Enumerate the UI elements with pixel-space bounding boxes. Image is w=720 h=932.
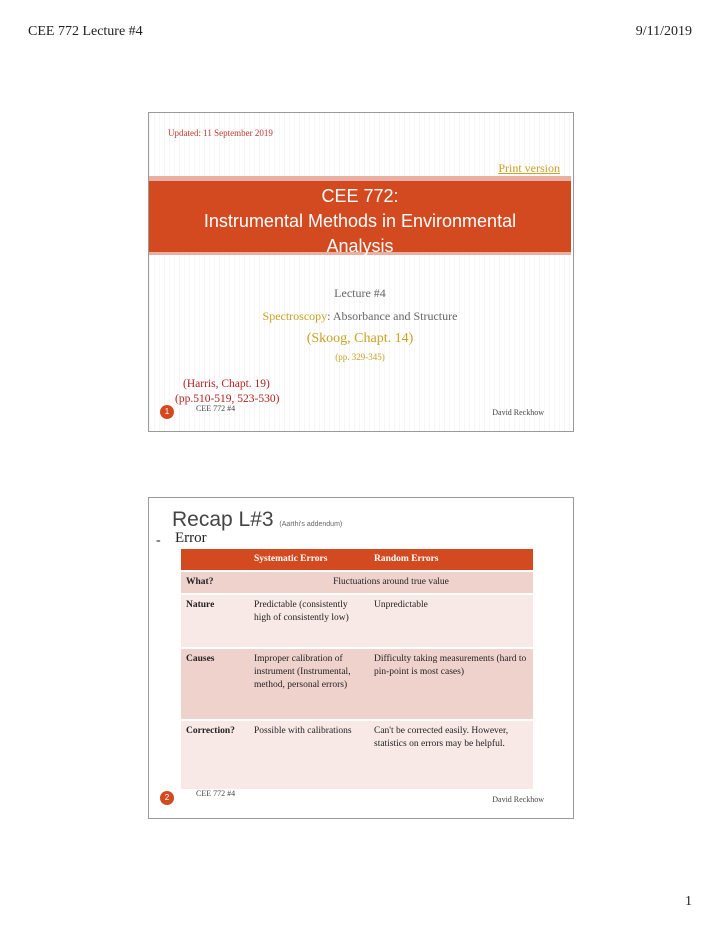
title-line-1: CEE 772: (321, 186, 399, 206)
row-what-merged: Fluctuations around true value (249, 571, 533, 594)
row-label-nature: Nature (181, 594, 249, 648)
ref-skoog-pages: (pp. 329-345) (335, 352, 385, 362)
row-causes-systematic: Improper calibration of instrument (Instrumental, method, personal errors) (249, 648, 369, 720)
ref-skoog: (Skoog, Chapt. 14) (306, 331, 414, 346)
updated-date: Updated: 11 September 2019 (168, 128, 273, 138)
topic-rest: : Absorbance and Structure (327, 309, 458, 323)
lecture-topic (149, 309, 571, 324)
title-line-3: Analysis (326, 236, 394, 256)
slide-1-footer-left: CEE 772 #4 (196, 404, 236, 413)
row-causes-random: Difficulty taking measurements (hard to pin-point is most cases) (369, 648, 533, 720)
error-comparison-table (181, 549, 533, 789)
row-nature-systematic: Predictable (consistently high of consistently low) (249, 594, 369, 648)
table-row (181, 648, 533, 720)
slide-2-footer-left: CEE 772 #4 (196, 789, 236, 798)
topic-highlight: Spectroscopy (262, 309, 328, 323)
row-correction-systematic: Possible with calibrations (249, 720, 369, 789)
recap-title: Recap L#3 (172, 508, 274, 531)
table-row (181, 720, 533, 789)
slide-2-footer-right: David Reckhow (492, 795, 544, 804)
table-row (181, 571, 533, 594)
slide-1-number-badge: 1 (160, 405, 174, 419)
title-line-2: Instrumental Methods in Environmental (203, 211, 517, 231)
ref-harris: (Harris, Chapt. 19) (183, 378, 270, 390)
row-label-correction: Correction? (181, 720, 249, 789)
table-header-row (181, 549, 533, 571)
recap-note: (Aarthi's addendum) (279, 521, 343, 528)
slide-1-footer-right: David Reckhow (492, 408, 544, 417)
table-header-random: Random Errors (369, 549, 533, 571)
table-row (181, 594, 533, 648)
page-header-left: CEE 772 Lecture #4 (28, 24, 143, 39)
slide-2-number-badge: 2 (160, 791, 174, 805)
page-header-right: 9/11/2019 (635, 24, 692, 39)
slide-title (149, 184, 571, 259)
row-correction-random: Can't be corrected easily. However, statistics on errors may be helpful. (369, 720, 533, 789)
bullet-error: Error (175, 530, 207, 546)
bullet-dash: - (156, 533, 161, 548)
ref-harris-pages: (pp.510-519, 523-530) (175, 393, 280, 405)
row-label-causes: Causes (181, 648, 249, 720)
page-number: 1 (685, 894, 692, 909)
row-nature-random: Unpredictable (369, 594, 533, 648)
table-header-systematic: Systematic Errors (249, 549, 369, 571)
row-label-what: What? (181, 571, 249, 594)
table-header-empty (181, 549, 249, 571)
lecture-number: Lecture #4 (334, 286, 386, 300)
print-version-link[interactable]: Print version (498, 161, 560, 175)
slide-2-title (172, 508, 342, 532)
